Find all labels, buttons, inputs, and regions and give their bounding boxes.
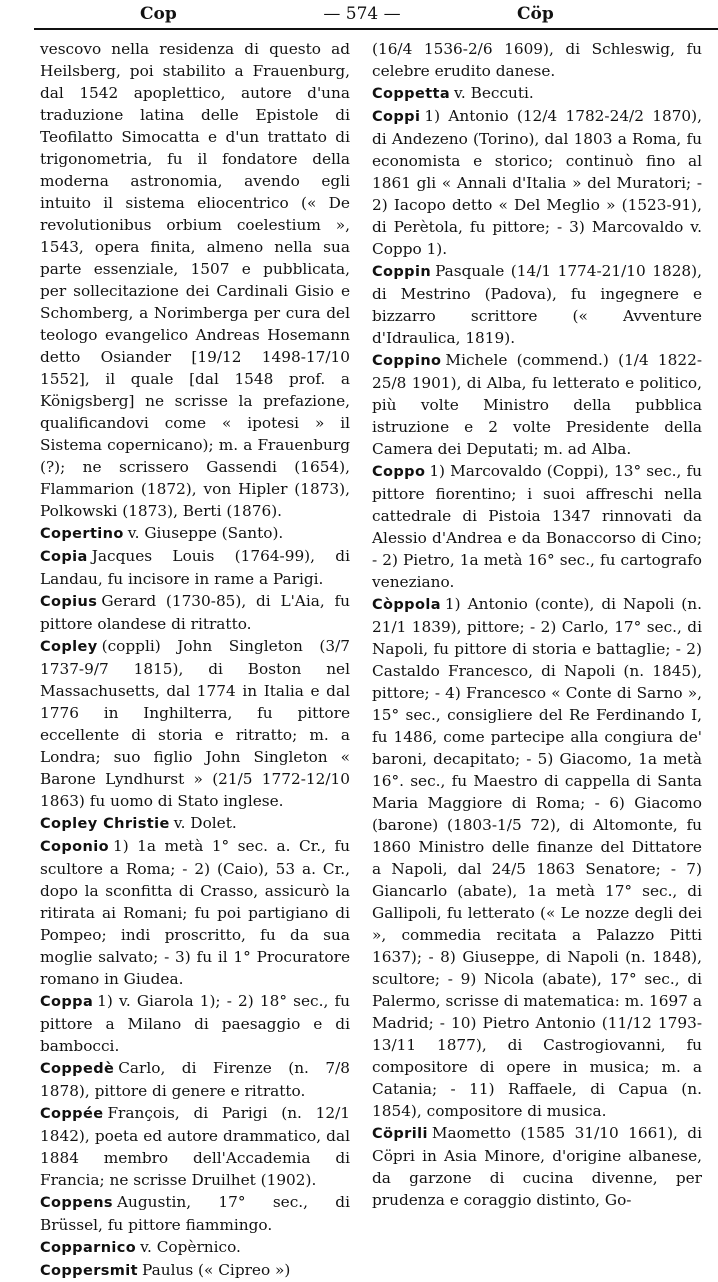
entry-headword: Coppens <box>40 1195 113 1211</box>
entry-text: vescovo nella residenza di questo ad Heilsberg, poi stabilito a Frauenburg, dal 1542 apoplettico, autore d'una traduzione latina delle Epistole di Teofilatto Simocatta e d'un trattato di trigonometria, fu il fondatore della moderna astronomia, avendo egli intuito il sistema eliocentrico (« De revolutionibus orbium coelestium », 1543, opera finita, almeno nella sua parte essenziale, 1507 e pubblicata, per sollecitazione dei Cardinali Gisio e Schomberg, a Norimberga per cura del teologo evangelico Andreas Hosemann detto Osiander [19/12 1498-17/10 1552], il quale [dal 1548 prof. a Königsberg] ne scrisse la prefazione, qualificandovi come « ipotesi » il Sistema copernicano); m. a Frauenburg (?); ne scrissero Gassendi (1654), Flammarion (1872), von Hipler (1873), Polkowski (1873), Berti (1876). <box>40 40 350 520</box>
entry-headword: Coppa <box>40 994 94 1010</box>
entry-text: 1) Antonio (12/4 1782-24/2 1870), di Andezeno (Torino), dal 1803 a Roma, fu economista e storico; continuò fino al 1861 gli « Annali d'Italia » del Muratori; - 2) Iacopo detto « Del Meglio » (1523-91), di Perètola, fu pittore; - 3) Marcovaldo v. Coppo 1). <box>372 107 702 258</box>
entry-text: v. Beccuti. <box>454 84 534 102</box>
header-left-guideword: Cop <box>140 4 177 24</box>
entry-text: Carlo, di Firenze (n. 7/8 1878), pittore di genere e ritratto. <box>40 1059 350 1100</box>
dictionary-entry <box>372 38 702 82</box>
entry-headword: Copley Christie <box>40 816 170 832</box>
dictionary-entry <box>40 522 350 545</box>
entry-text: v. Giuseppe (Santo). <box>127 524 284 542</box>
header-rule <box>34 28 718 30</box>
entry-text: Pasquale (14/1 1774-21/10 1828), di Mestrino (Padova), fu ingegnere e bizzarro scrittore (« Avventure d'Idraulica, 1819). <box>372 262 702 347</box>
entry-headword: Coppino <box>372 353 442 369</box>
entry-text: 1) Marcovaldo (Coppi), 13° sec., fu pittore fiorentino; i suoi affreschi nella cattedrale di Pistoia 1347 rinnovati da Alessio d'Andrea e da Bonaccorso di Cino; - 2) Pietro, 1a metà 16° sec., fu cartografo veneziano. <box>372 462 702 591</box>
header-right-guideword: Cöp <box>517 4 554 24</box>
dictionary-entry <box>40 835 350 990</box>
entry-headword: Coppetta <box>372 86 451 102</box>
dictionary-entry <box>40 635 350 812</box>
entry-headword: Copparnico <box>40 1240 137 1256</box>
dictionary-entry <box>372 460 702 593</box>
entry-headword: Coppi <box>372 109 421 125</box>
entry-text: Paulus (« Cipreo ») <box>142 1261 291 1279</box>
entry-text: (16/4 1536-2/6 1609), di Schleswig, fu celebre erudito danese. <box>372 40 702 80</box>
entry-text: Jacques Louis (1764-99), di Landau, fu incisore in rame a Parigi. <box>40 547 350 588</box>
entry-text: Maometto (1585 31/10 1661), di Cöpri in Asia Minore, d'origine albanese, da garzone di cucina divenne, per prudenza e coraggio distinto, Go- <box>372 1124 702 1209</box>
entry-headword: Copia <box>40 549 88 565</box>
entry-headword: Coppée <box>40 1106 104 1122</box>
dictionary-entry <box>40 812 350 835</box>
dictionary-entry <box>40 545 350 590</box>
entry-text: 1) 1a metà 1° sec. a. Cr., fu scultore a Roma; - 2) (Caio), 53 a. Cr., dopo la sconfitta di Crasso, assicurò la ritirata ai Romani; fu poi partigiano di Pompeo; indi proscritto, fu da sua moglie salvato; - 3) fu il 1° Procuratore romano in Giudea. <box>40 837 350 988</box>
entry-headword: Copius <box>40 594 98 610</box>
dictionary-entry <box>372 1122 702 1211</box>
dictionary-entry <box>40 1259 350 1282</box>
entry-headword: Còppola <box>372 597 441 613</box>
page-number: — 574 — <box>323 4 401 24</box>
entry-text: François, di Parigi (n. 12/1 1842), poeta ed autore drammatico, dal 1884 membro dell'Accademia di Francia; ne scrisse Druilhet (1902). <box>40 1104 350 1189</box>
entry-headword: Copley <box>40 639 98 655</box>
dictionary-entry <box>40 1102 350 1191</box>
entry-headword: Cöprili <box>372 1126 428 1142</box>
dictionary-entry <box>40 38 350 522</box>
dictionary-entry <box>372 349 702 460</box>
entry-text: Augustin, 17° sec., di Brüssel, fu pittore fiammingo. <box>40 1193 350 1234</box>
entry-headword: Coppersmit <box>40 1263 138 1279</box>
left-column <box>40 38 350 1282</box>
entry-text: 1) v. Giarola 1); - 2) 18° sec., fu pittore a Milano di paesaggio e di bambocci. <box>40 992 350 1055</box>
dictionary-entry <box>40 590 350 635</box>
entry-headword: Coppin <box>372 264 432 280</box>
dictionary-entry <box>372 593 702 1122</box>
dictionary-entry <box>372 82 702 105</box>
entry-text: Gerard (1730-85), di L'Aia, fu pittore olandese di ritratto. <box>40 592 350 633</box>
right-column <box>372 38 702 1211</box>
dictionary-entry <box>40 990 350 1057</box>
entry-text: Michele (commend.) (1/4 1822-25/8 1901), di Alba, fu letterato e politico, più volte Ministro della pubblica istruzione e 2 volte Presidente della Camera dei Deputati; m. ad Alba. <box>372 351 702 458</box>
page-header <box>0 0 718 30</box>
dictionary-entry <box>40 1191 350 1236</box>
entry-text: 1) Antonio (conte), di Napoli (n. 21/1 1839), pittore; - 2) Carlo, 17° sec., di Napoli, fu pittore di storia e battaglie; - 2) Castaldo Francesco, di Napoli (n. 1845), pittore; - 4) Francesco « Conte di Sarno », 15° sec., consigliere del Re Ferdinando I, fu 1486, come partecipe alla congiura de' baroni, decapitato; - 5) Giacomo, 1a metà 16°. sec., fu Maestro di cappella di Santa Maria Maggiore di Roma; - 6) Giacomo (barone) (1803-1/5 72), di Altomonte, fu 1860 Ministro delle finanze del Dittatore a Napoli, dal 24/5 1863 Senatore; - 7) Giancarlo (abate), 1a metà 17° sec., di Gallipoli, fu letterato (« Le nozze degli dei », commedia recitata a Palazzo Pitti 1637); - 8) Giuseppe, di Napoli (n. 1848), scultore; - 9) Nicola (abate), 17° sec., di Palermo, scrisse di matematica: m. 1697 a Madrid; - 10) Pietro Antonio (11/12 1793-13/11 1877), di Castrogiovanni, fu compositore di opere in musica; m. a Catania; - 11) Raffaele, di Capua (n. 1854), compositore di musica. <box>372 595 702 1120</box>
dictionary-entry <box>372 105 702 260</box>
entry-headword: Coppo <box>372 464 426 480</box>
dictionary-entry <box>372 260 702 349</box>
dictionary-entry <box>40 1236 350 1259</box>
entry-text: v. Dolet. <box>173 814 237 832</box>
entry-text: (coppli) John Singleton (3/7 1737-9/7 1815), di Boston nel Massachusetts, dal 1774 in Italia e dal 1776 in Inghilterra, fu pittore eccellente di storia e ritratto; m. a Londra; suo figlio John Singleton « Barone Lyndhurst » (21/5 1772-12/10 1863) fu uomo di Stato inglese. <box>40 637 350 810</box>
dictionary-entry <box>40 1057 350 1102</box>
entry-text: v. Copèrnico. <box>140 1238 241 1256</box>
entry-headword: Coponio <box>40 839 109 855</box>
entry-headword: Coppedè <box>40 1061 115 1077</box>
entry-headword: Copertino <box>40 526 124 542</box>
